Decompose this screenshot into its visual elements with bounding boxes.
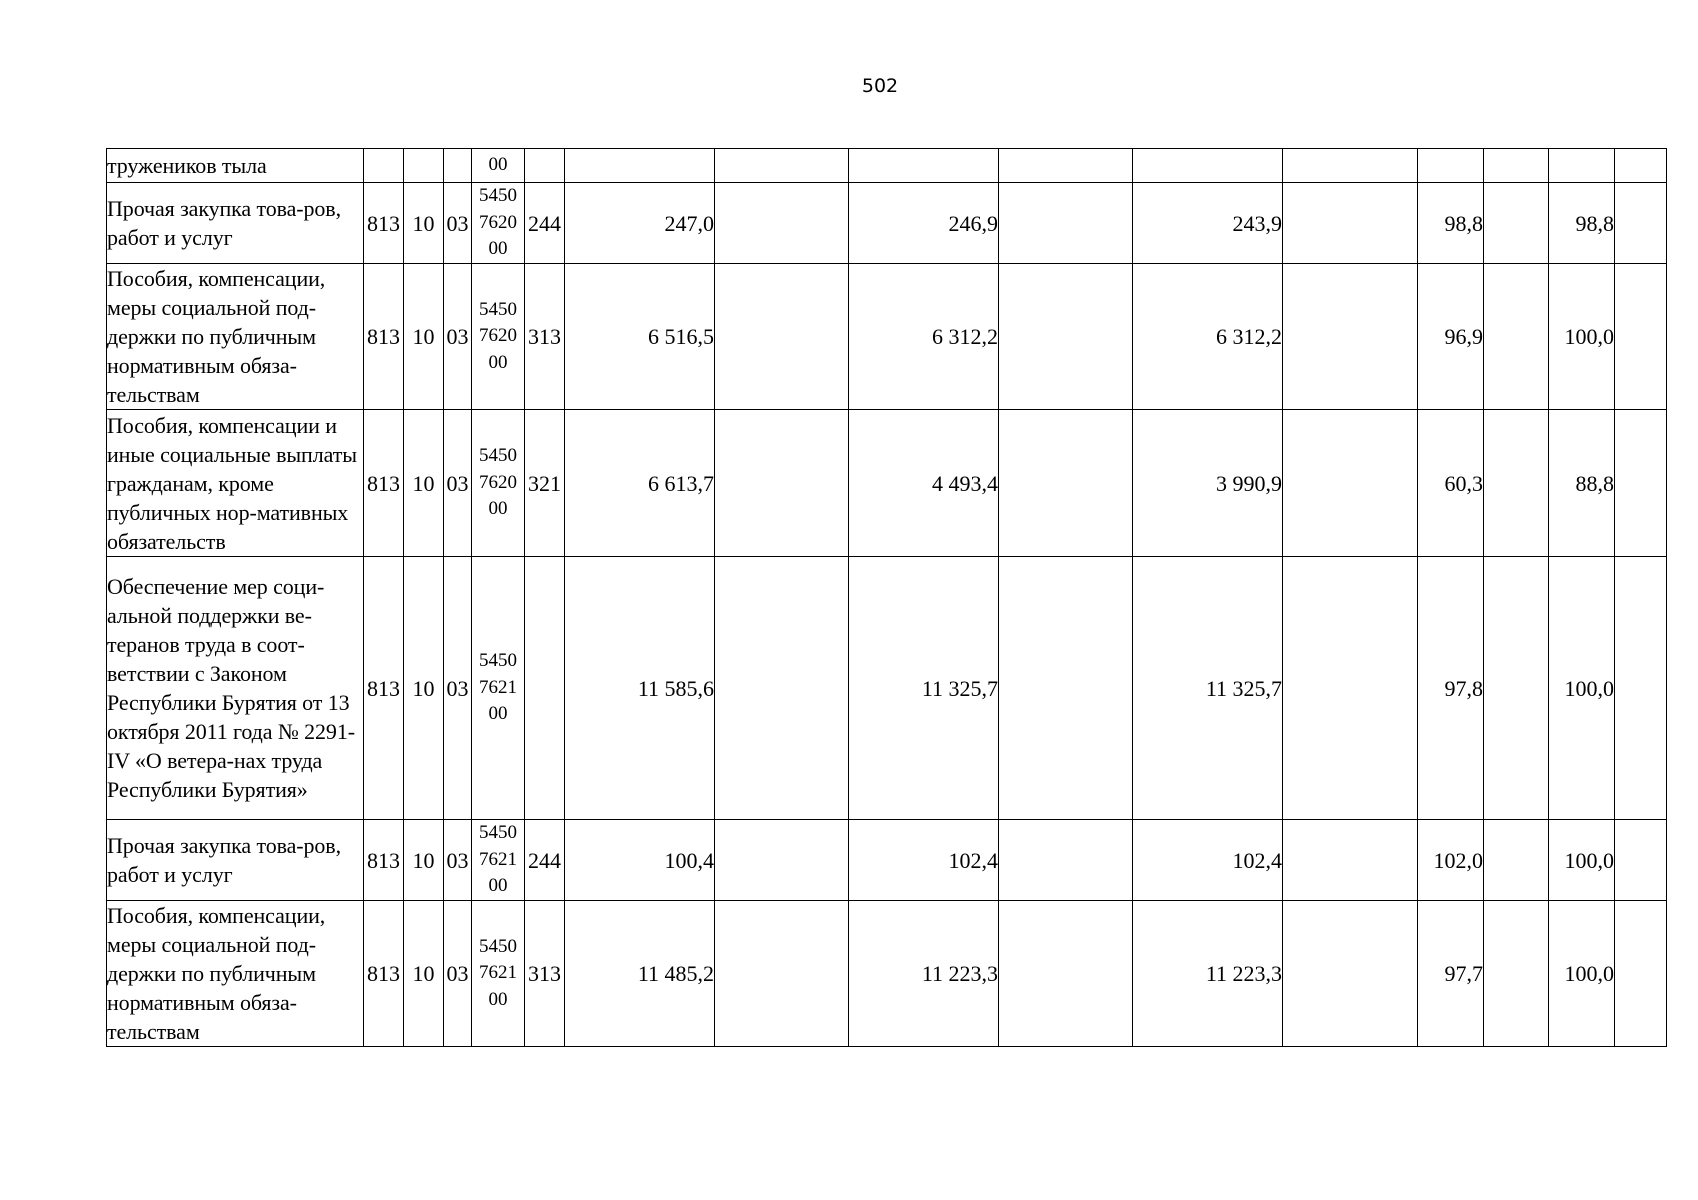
row-description: Пособия, компенсации и иные социальные выплаты гражданам, кроме публичных нор-мативных обязательств xyxy=(107,410,364,557)
empty-cell xyxy=(999,557,1133,820)
execution-percent-approved: 97,8 xyxy=(1418,557,1484,820)
table-row xyxy=(107,264,1667,410)
execution-percent-approved: 60,3 xyxy=(1418,410,1484,557)
budget-table xyxy=(106,148,1667,1047)
empty-cell xyxy=(715,183,849,264)
target-article-code: 5450 7620 00 xyxy=(472,183,525,264)
department-code: 813 xyxy=(364,183,404,264)
approved-amount: 6 613,7 xyxy=(565,410,715,557)
table-row xyxy=(107,183,1667,264)
row-description: Пособия, компенсации, меры социальной под-держки по публичным нормативным обяза-тельствам xyxy=(107,901,364,1047)
execution-percent-refined: 100,0 xyxy=(1549,820,1615,901)
execution-percent-refined: 98,8 xyxy=(1549,183,1615,264)
row-description: Обеспечение мер соци-альной поддержки ве-теранов труда в соот-ветствии с Законом Республики Бурятия от 13 октября 2011 года № 2291-IV «О ветера-нах труда Республики Бурятия» xyxy=(107,557,364,820)
execution-percent-approved: 96,9 xyxy=(1418,264,1484,410)
empty-cell xyxy=(1615,820,1667,901)
expense-type-code: 313 xyxy=(525,264,565,410)
empty-cell xyxy=(1484,410,1549,557)
execution-percent-refined: 88,8 xyxy=(1549,410,1615,557)
department-code: 813 xyxy=(364,901,404,1047)
department-code: 813 xyxy=(364,264,404,410)
execution-percent-refined xyxy=(1549,149,1615,183)
table-row xyxy=(107,557,1667,820)
expense-type-code: 244 xyxy=(525,820,565,901)
empty-cell xyxy=(999,183,1133,264)
target-article-code: 5450 7620 00 xyxy=(472,410,525,557)
refined-amount: 11 325,7 xyxy=(849,557,999,820)
row-description: Пособия, компенсации, меры социальной под-держки по публичным нормативным обяза-тельствам xyxy=(107,264,364,410)
empty-cell xyxy=(1615,149,1667,183)
empty-cell xyxy=(1484,183,1549,264)
empty-cell xyxy=(715,557,849,820)
expense-type-code: 313 xyxy=(525,901,565,1047)
target-article-code: 5450 7620 00 xyxy=(472,264,525,410)
subsection-code xyxy=(444,149,472,183)
expense-type-code: 244 xyxy=(525,183,565,264)
empty-cell xyxy=(1484,149,1549,183)
empty-cell xyxy=(1283,149,1418,183)
section-code: 10 xyxy=(404,183,444,264)
section-code xyxy=(404,149,444,183)
empty-cell xyxy=(715,264,849,410)
subsection-code: 03 xyxy=(444,901,472,1047)
empty-cell xyxy=(715,901,849,1047)
page-number: 502 xyxy=(861,75,899,97)
executed-amount: 3 990,9 xyxy=(1133,410,1283,557)
target-article-code: 5450 7621 00 xyxy=(472,901,525,1047)
execution-percent-refined: 100,0 xyxy=(1549,901,1615,1047)
empty-cell xyxy=(1283,264,1418,410)
refined-amount: 102,4 xyxy=(849,820,999,901)
execution-percent-refined: 100,0 xyxy=(1549,264,1615,410)
expense-type-code xyxy=(525,149,565,183)
executed-amount: 6 312,2 xyxy=(1133,264,1283,410)
empty-cell xyxy=(1283,820,1418,901)
refined-amount: 6 312,2 xyxy=(849,264,999,410)
target-article-code: 00 xyxy=(472,149,525,183)
subsection-code: 03 xyxy=(444,183,472,264)
table-row xyxy=(107,901,1667,1047)
empty-cell xyxy=(1484,820,1549,901)
empty-cell xyxy=(999,820,1133,901)
target-article-code: 5450 7621 00 xyxy=(472,820,525,901)
empty-cell xyxy=(715,410,849,557)
execution-percent-approved: 102,0 xyxy=(1418,820,1484,901)
target-article-code: 5450 7621 00 xyxy=(472,557,525,820)
refined-amount: 4 493,4 xyxy=(849,410,999,557)
empty-cell xyxy=(1283,410,1418,557)
approved-amount: 100,4 xyxy=(565,820,715,901)
subsection-code: 03 xyxy=(444,820,472,901)
approved-amount: 11 585,6 xyxy=(565,557,715,820)
executed-amount: 243,9 xyxy=(1133,183,1283,264)
expense-type-code xyxy=(525,557,565,820)
row-description: Прочая закупка това-ров, работ и услуг xyxy=(107,183,364,264)
empty-cell xyxy=(999,264,1133,410)
empty-cell xyxy=(1615,410,1667,557)
row-description: тружеников тыла xyxy=(107,149,364,183)
empty-cell xyxy=(1283,557,1418,820)
section-code: 10 xyxy=(404,264,444,410)
empty-cell xyxy=(999,410,1133,557)
section-code: 10 xyxy=(404,901,444,1047)
execution-percent-approved: 98,8 xyxy=(1418,183,1484,264)
executed-amount: 11 223,3 xyxy=(1133,901,1283,1047)
department-code xyxy=(364,149,404,183)
refined-amount: 11 223,3 xyxy=(849,901,999,1047)
refined-amount: 246,9 xyxy=(849,183,999,264)
section-code: 10 xyxy=(404,820,444,901)
empty-cell xyxy=(1484,557,1549,820)
empty-cell xyxy=(1615,183,1667,264)
executed-amount: 102,4 xyxy=(1133,820,1283,901)
empty-cell xyxy=(1283,183,1418,264)
execution-percent-approved: 97,7 xyxy=(1418,901,1484,1047)
empty-cell xyxy=(1615,264,1667,410)
executed-amount: 11 325,7 xyxy=(1133,557,1283,820)
execution-percent-refined: 100,0 xyxy=(1549,557,1615,820)
empty-cell xyxy=(999,901,1133,1047)
approved-amount: 6 516,5 xyxy=(565,264,715,410)
section-code: 10 xyxy=(404,557,444,820)
department-code: 813 xyxy=(364,410,404,557)
approved-amount xyxy=(565,149,715,183)
expense-type-code: 321 xyxy=(525,410,565,557)
execution-percent-approved xyxy=(1418,149,1484,183)
department-code: 813 xyxy=(364,820,404,901)
subsection-code: 03 xyxy=(444,557,472,820)
empty-cell xyxy=(999,149,1133,183)
approved-amount: 247,0 xyxy=(565,183,715,264)
empty-cell xyxy=(715,820,849,901)
department-code: 813 xyxy=(364,557,404,820)
empty-cell xyxy=(1484,264,1549,410)
empty-cell xyxy=(1615,901,1667,1047)
empty-cell xyxy=(1283,901,1418,1047)
subsection-code: 03 xyxy=(444,264,472,410)
executed-amount xyxy=(1133,149,1283,183)
table-row xyxy=(107,410,1667,557)
empty-cell xyxy=(715,149,849,183)
subsection-code: 03 xyxy=(444,410,472,557)
refined-amount xyxy=(849,149,999,183)
section-code: 10 xyxy=(404,410,444,557)
approved-amount: 11 485,2 xyxy=(565,901,715,1047)
table-row xyxy=(107,149,1667,183)
table-row xyxy=(107,820,1667,901)
row-description: Прочая закупка това-ров, работ и услуг xyxy=(107,820,364,901)
empty-cell xyxy=(1484,901,1549,1047)
empty-cell xyxy=(1615,557,1667,820)
